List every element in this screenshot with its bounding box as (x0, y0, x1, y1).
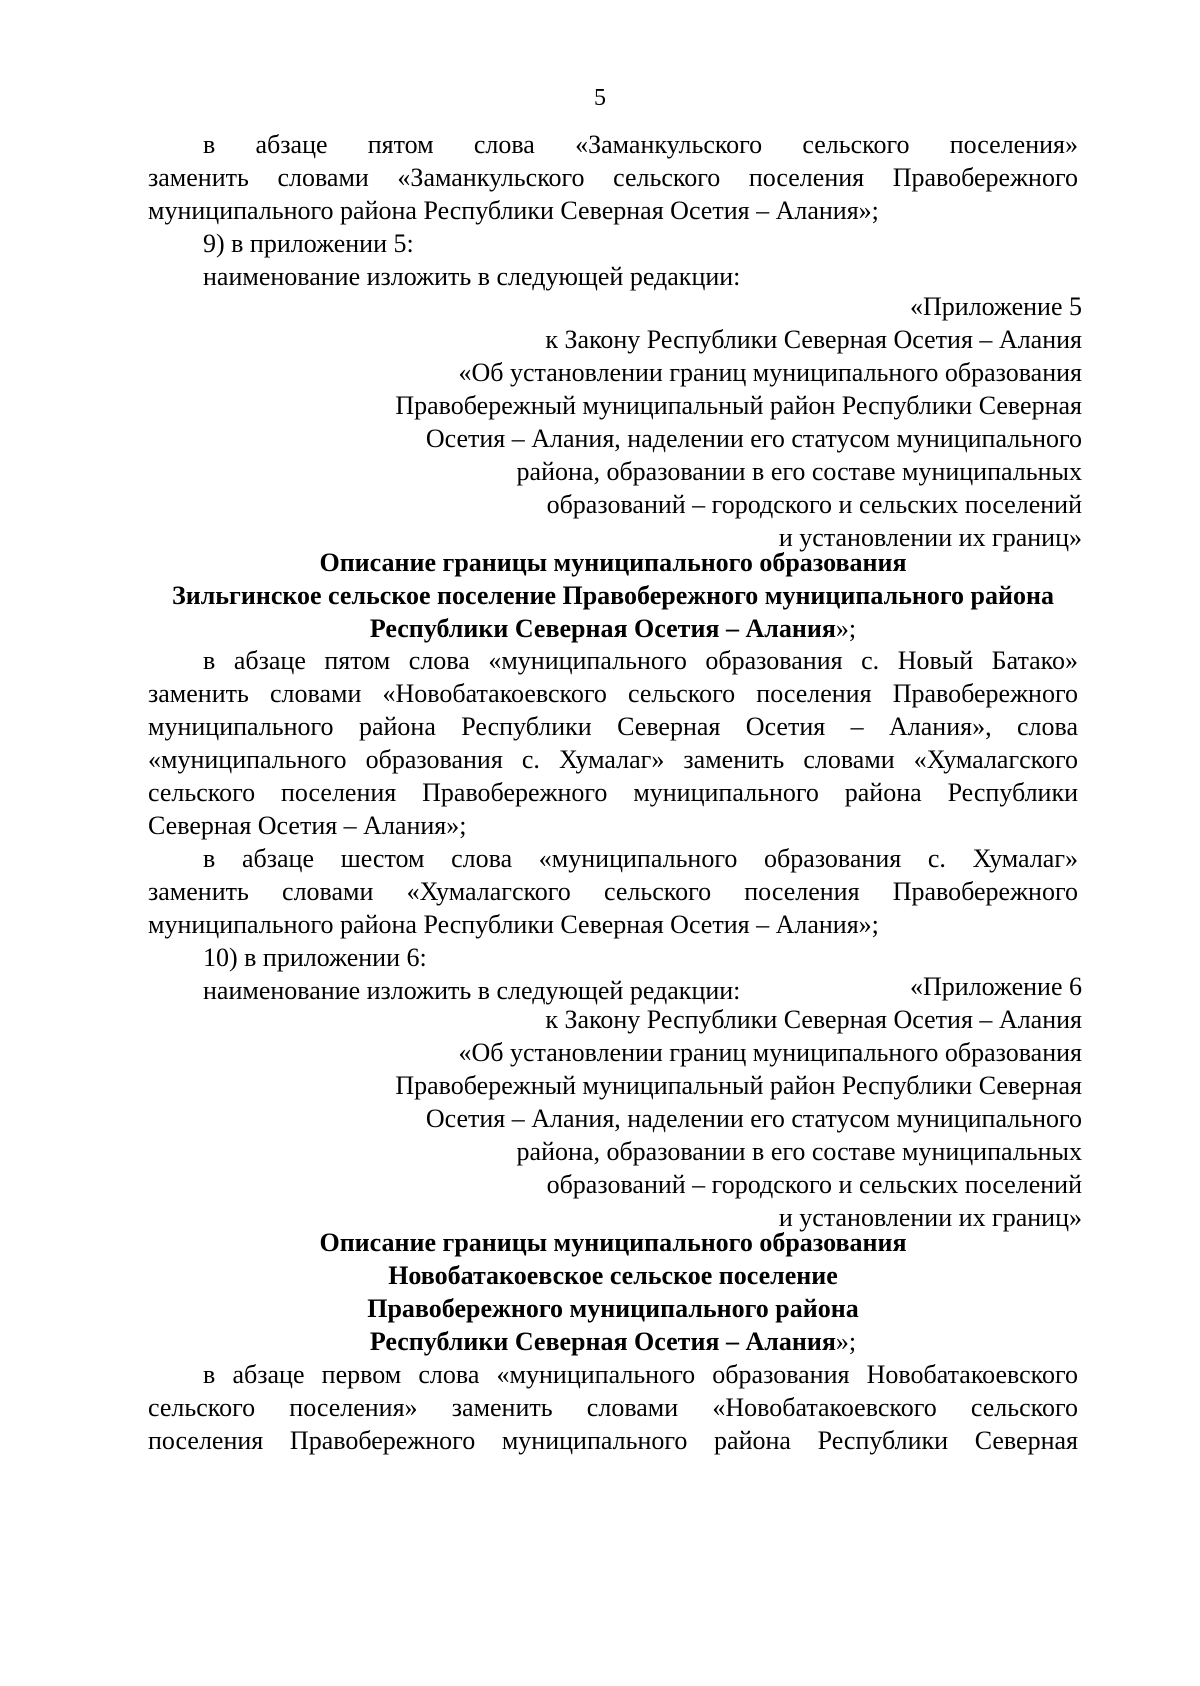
appendix-line: Правобережный муниципальный район Республики Северная (395, 391, 1082, 420)
heading-line (148, 612, 1078, 645)
appendix-line: Правобережный муниципальный район Республики Северная (395, 1071, 1082, 1100)
text-line: заменить словами «Хумалагского сельского поселения Правобережного (148, 877, 1078, 906)
heading-line: Правобережного муниципального района (367, 1294, 859, 1323)
appendix-line: «Об установлении границ муниципального образования (458, 358, 1082, 387)
text-line: в абзаце пятом слова «Заманкульского сельского поселения» (203, 130, 1078, 159)
heading-line: Описание границы муниципального образования (319, 548, 907, 577)
text-line: в абзаце пятом слова «муниципального образования с. Новый Батако» (203, 646, 1078, 675)
text-line: наименование изложить в следующей редакции: (203, 976, 741, 1005)
text-line: заменить словами «Заманкульского сельского поселения Правобережного (148, 163, 1078, 192)
appendix-line: района, образовании в его составе муниципальных (516, 1137, 1082, 1166)
appendix-line: к Закону Республики Северная Осетия – Алания (545, 1005, 1082, 1034)
heading-line: Описание границы муниципального образования (319, 1228, 907, 1257)
text-line: заменить словами «Новобатакоевского сельского поселения Правобережного (148, 679, 1078, 708)
heading-text: Республики Северная Осетия – Алания (369, 1327, 836, 1356)
section-heading-2 (148, 1226, 1078, 1358)
text-line: муниципального района Республики Северная Осетия – Алания»; (148, 910, 879, 939)
paragraph-block-3 (148, 1358, 1078, 1457)
text-line: поселения Правобережного муниципального района Республики Северная (148, 1426, 1078, 1455)
page-number: 5 (594, 85, 606, 111)
appendix-line: к Закону Республики Северная Осетия – Алания (545, 325, 1082, 354)
text-line: муниципального района Республики Северная Осетия – Алания»; (148, 196, 879, 225)
appendix-line: «Приложение 5 (909, 292, 1082, 321)
text-line: в абзаце первом слова «муниципального образования Новобатакоевского (203, 1360, 1078, 1389)
heading-tail: »; (835, 614, 857, 643)
appendix-line: «Об установлении границ муниципального образования (458, 1038, 1082, 1067)
appendix-line: образований – городского и сельских поселений (546, 490, 1082, 519)
heading-tail: »; (835, 1327, 857, 1356)
heading-line: Новобатакоевское сельское поселение (388, 1261, 838, 1290)
list-item: 10) в приложении 6: (203, 943, 427, 972)
heading-line: Зильгинское сельское поселение Правобережного муниципального района (172, 581, 1054, 610)
text-line: сельского поселения Правобережного муниципального района Республики (148, 778, 1078, 807)
text-line: Северная Осетия – Алания»; (148, 811, 467, 840)
appendix-line: и установлении их границ» (778, 1203, 1082, 1232)
section-heading-1 (148, 546, 1078, 645)
paragraph-block-1 (148, 128, 1078, 293)
text-line: наименование изложить в следующей редакции: (203, 262, 741, 291)
text-line: муниципального района Республики Северная Осетия – Алания», слова (148, 712, 1078, 741)
appendix-line: и установлении их границ» (778, 523, 1082, 552)
appendix-line: «Приложение 6 (909, 972, 1082, 1001)
text-line: сельского поселения» заменить словами «Новобатакоевского сельского (148, 1393, 1078, 1422)
heading-line (148, 1325, 1078, 1358)
appendix-line: района, образовании в его составе муниципальных (516, 457, 1082, 486)
appendix-5-caption (322, 290, 1082, 554)
text-line: «муниципального образования с. Хумалаг» заменить словами «Хумалагского (148, 745, 1078, 774)
appendix-line: Осетия – Алания, наделении его статусом муниципального (425, 424, 1082, 453)
appendix-6-caption (322, 970, 1082, 1234)
paragraph-block-2 (148, 644, 1078, 1007)
appendix-line: образований – городского и сельских поселений (546, 1170, 1082, 1199)
heading-text: Республики Северная Осетия – Алания (369, 614, 836, 643)
list-item: 9) в приложении 5: (203, 229, 414, 258)
appendix-line: Осетия – Алания, наделении его статусом муниципального (425, 1104, 1082, 1133)
text-line: в абзаце шестом слова «муниципального образования с. Хумалаг» (203, 844, 1078, 873)
